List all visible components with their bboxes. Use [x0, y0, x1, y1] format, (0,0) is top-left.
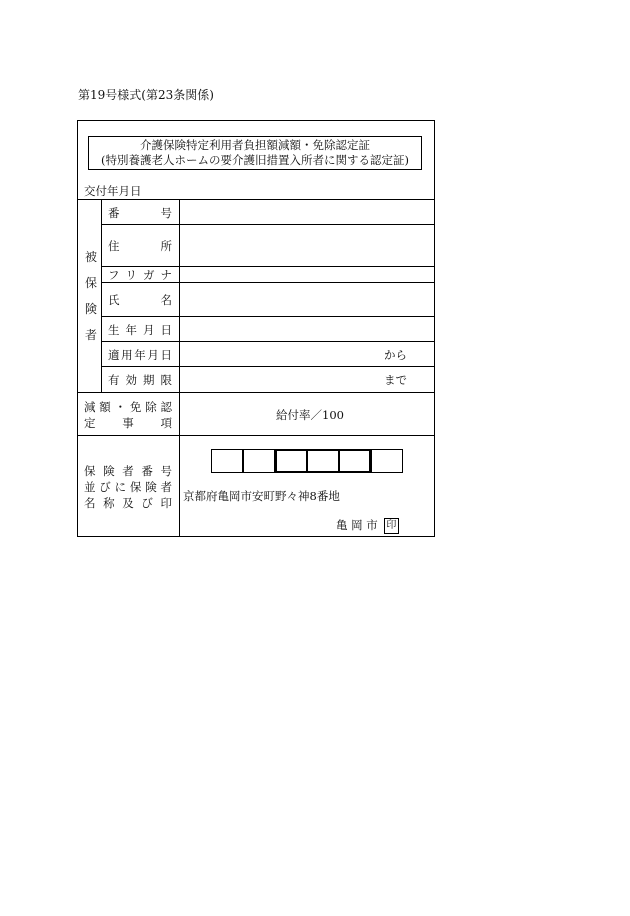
row-label-birthdate: 生 年 月 日 — [108, 323, 172, 337]
certificate-title — [88, 136, 422, 170]
insured-group-label: 被 保 険 者 — [84, 250, 97, 342]
rule-insured-divider — [101, 199, 102, 392]
certificate-form — [77, 120, 435, 537]
reduction-label-line-2: 定 事 項 — [84, 416, 172, 430]
insurer-name: 亀 岡 市 — [336, 518, 378, 532]
insurer-label-line-2: 並 び に 保 険 者 — [84, 480, 172, 494]
valid-suffix: まで — [384, 373, 407, 387]
title-line-1: 介護保険特定利用者負担額減額・免除認定証 — [140, 138, 370, 152]
row-label-applicable-date: 適 用 年 月 日 — [108, 348, 172, 362]
rule-after-insured — [78, 392, 434, 393]
insurer-number-highlight — [275, 449, 371, 473]
issue-date-label: 交付年月日 — [84, 184, 142, 198]
insurer-number-digit-6[interactable] — [371, 449, 403, 473]
insurer-address: 京都府亀岡市安町野々神8番地 — [183, 489, 340, 503]
insurer-label-line-1: 保 険 者 番 号 — [84, 464, 172, 478]
rule-after-name — [101, 316, 434, 317]
row-label-valid-period: 有 効 期 限 — [108, 373, 172, 387]
rule-after-applicable — [101, 366, 434, 367]
rule-top-of-table — [78, 199, 434, 200]
insurer-number-digit-2[interactable] — [243, 449, 275, 473]
seal-stamp: 印 — [384, 518, 399, 534]
title-line-2: (特別養護老人ホームの要介護旧措置入所者に関する認定証) — [101, 153, 409, 167]
row-label-number: 番 号 — [108, 206, 172, 220]
row-label-name: 氏 名 — [108, 293, 172, 307]
insurer-number-digit-1[interactable] — [211, 449, 243, 473]
applicable-suffix: から — [384, 348, 407, 362]
reduction-label-line-1: 減 額 ・ 免 除 認 — [84, 400, 172, 414]
insurer-label-line-3: 名 称 及 び 印 — [84, 496, 172, 510]
form-number: 第19号様式(第23条関係) — [78, 88, 214, 102]
benefit-rate: 給付率／100 — [276, 408, 344, 422]
row-label-address: 住 所 — [108, 239, 172, 253]
rule-after-number — [101, 224, 434, 225]
row-label-furigana: フ リ ガ ナ — [108, 268, 172, 282]
rule-after-birthdate — [101, 341, 434, 342]
insurer-name-block — [336, 517, 399, 534]
